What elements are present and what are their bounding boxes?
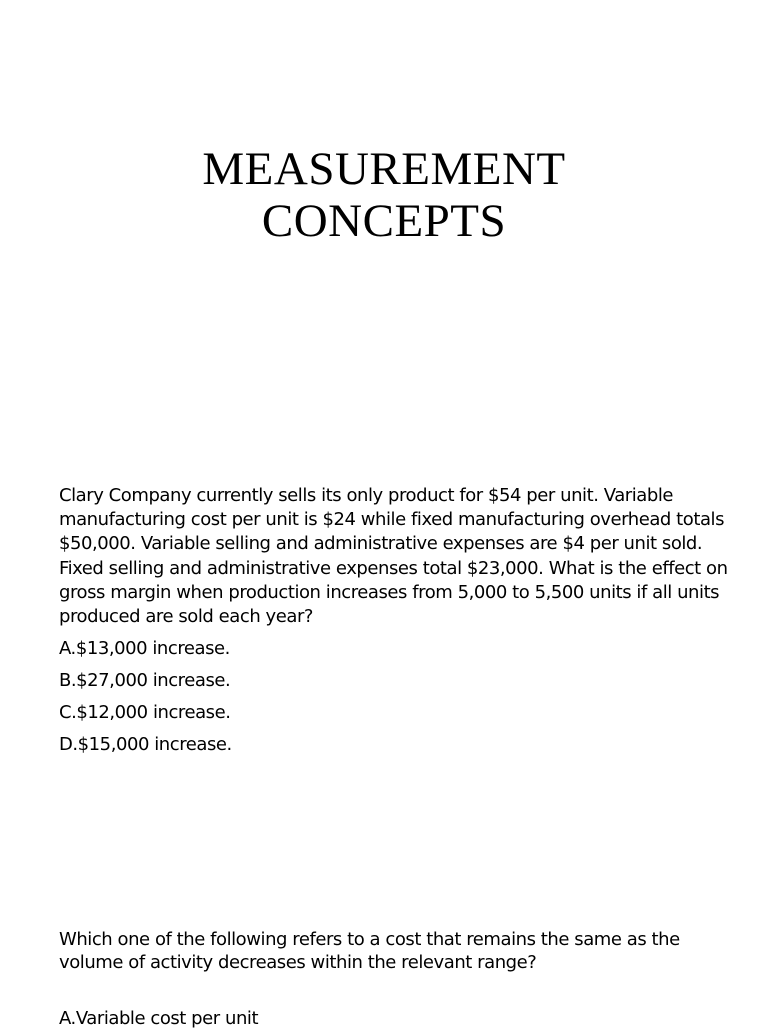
question-2-options	[59, 1007, 731, 1031]
question-1	[59, 484, 731, 757]
question-1-option-c: C.$12,000 increase.	[59, 702, 231, 724]
page-title-line-1: MEASUREMENT	[202, 143, 566, 196]
page-title	[0, 143, 768, 247]
question-1-option-a: A.$13,000 increase.	[59, 638, 230, 660]
question-1-option-b: B.$27,000 increase.	[59, 670, 231, 692]
page-title-line-2: CONCEPTS	[261, 195, 507, 248]
question-1-stem: Clary Company currently sells its only product for $54 per unit. Variable manufacturing cost per unit is $24 while fixed manufacturing overhead totals $50,000. Variable selling and administrative expenses are $4 per unit sold. Fixed selling and administrative expenses total $23,000. What is the effect on gross margin when production increases from 5,000 to 5,500 units if all units produced are sold each year?	[59, 485, 728, 628]
question-2	[59, 928, 731, 1031]
question-1-options	[59, 637, 731, 757]
question-1-option-d: D.$15,000 increase.	[59, 734, 232, 756]
question-2-option-a: A.Variable cost per unit	[59, 1008, 259, 1029]
question-2-stem: Which one of the following refers to a cost that remains the same as the volume of activity decreases within the relevant range?	[59, 929, 680, 973]
